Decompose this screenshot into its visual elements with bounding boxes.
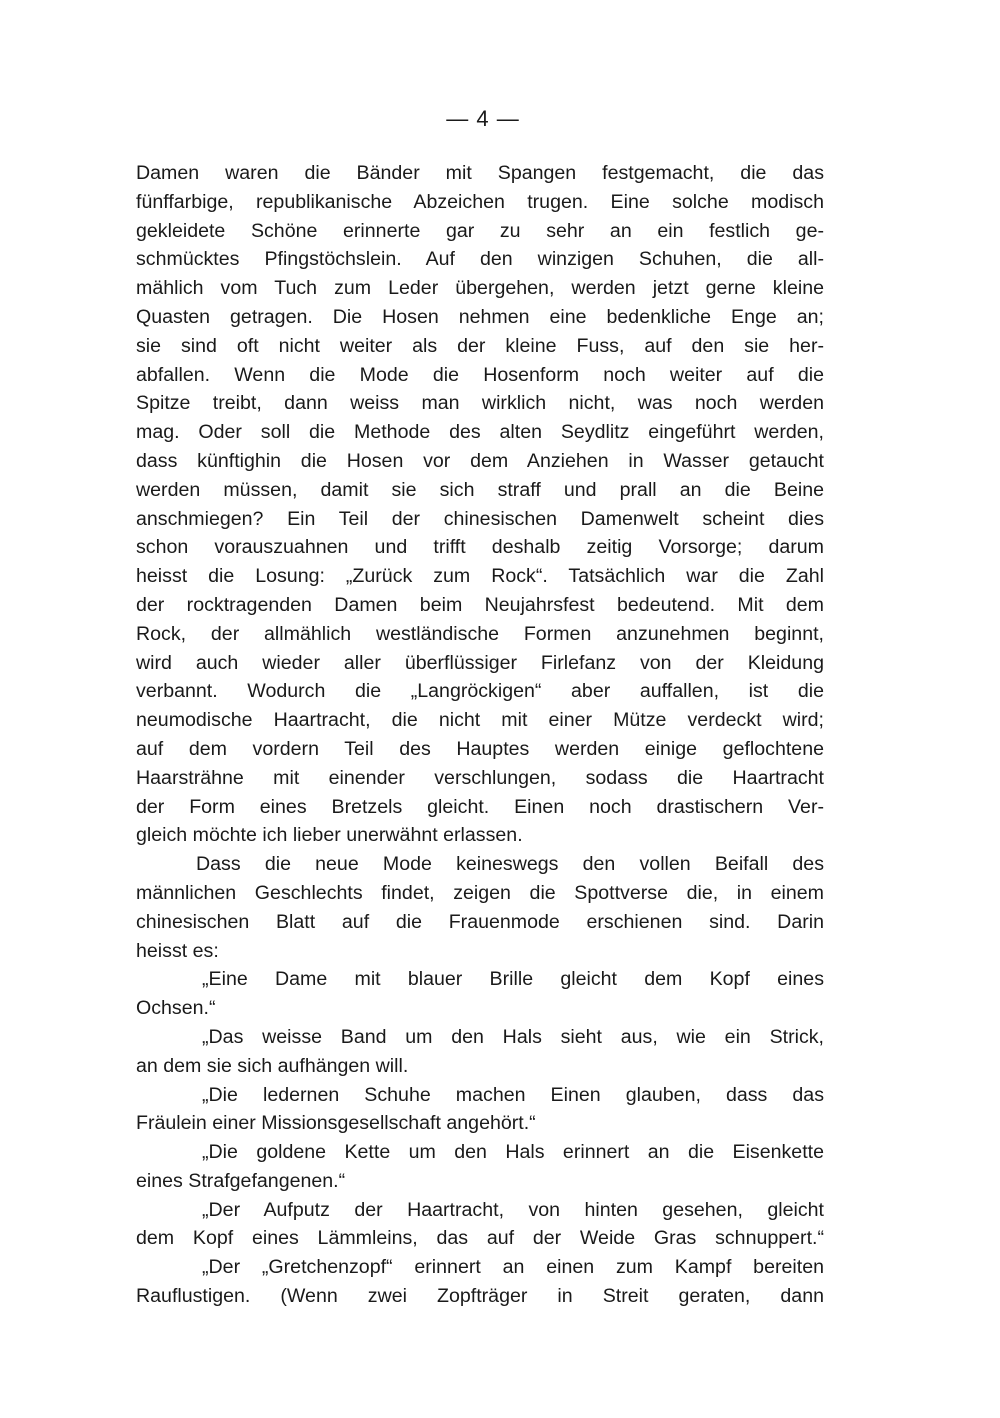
text-line: wird auch wieder aller überflüssiger Firlefanz von der Kleidung — [136, 651, 824, 674]
text-line: Fräulein einer Missionsgesellschaft angehört.“ — [136, 1112, 536, 1135]
text-line: gekleidete Schöne erinnerte gar zu sehr an ein festlich ge- — [136, 219, 824, 242]
text-line: sie sind oft nicht weiter als der kleine Fuss, auf den sie her- — [136, 334, 824, 357]
text-line: gleich möchte ich lieber unerwähnt erlassen. — [136, 824, 523, 847]
page-number: — 4 — — [446, 106, 520, 131]
text-line: „Die goldene Kette um den Hals erinnert an die Eisenkette — [202, 1141, 824, 1164]
text-line: Dass die neue Mode keineswegs den vollen Beifall des — [196, 853, 824, 876]
text-line: werden müssen, damit sie sich straff und prall an die Beine — [136, 478, 824, 501]
text-line: „Der „Gretchenzopf“ erinnert an einen zum Kampf bereiten — [202, 1256, 824, 1279]
text-line: dem Kopf eines Lämmleins, das auf der Weide Gras schnuppert.“ — [136, 1227, 824, 1250]
text-line: „Die ledernen Schuhe machen Einen glauben, dass das — [202, 1083, 824, 1106]
text-line: Spitze treibt, dann weiss man wirklich nicht, was noch werden — [136, 392, 824, 415]
text-line: männlichen Geschlechts findet, zeigen die Spottverse die, in einem — [136, 881, 824, 904]
text-line: Damen waren die Bänder mit Spangen festgemacht, die das — [136, 162, 824, 184]
text-line: verbannt. Wodurch die „Langröckigen“ aber auffallen, ist die — [136, 680, 824, 703]
text-line: mählich vom Tuch zum Leder übergehen, werden jetzt gerne kleine — [136, 277, 824, 300]
text-line: „Der Aufputz der Haartracht, von hinten gesehen, gleicht — [202, 1198, 824, 1221]
text-line: abfallen. Wenn die Mode die Hosenform noch weiter auf die — [136, 363, 824, 386]
body-text — [136, 159, 824, 1311]
text-line: dass künftighin die Hosen vor dem Anziehen in Wasser getaucht — [136, 449, 824, 472]
text-line: „Das weisse Band um den Hals sieht aus, wie ein Strick, — [202, 1025, 824, 1048]
text-line: neumodische Haartracht, die nicht mit einer Mütze verdeckt wird; — [136, 709, 824, 732]
text-line: Rock, der allmählich westländische Formen anzunehmen beginnt, — [136, 622, 824, 645]
text-line: auf dem vordern Teil des Hauptes werden einige geflochtene — [136, 737, 824, 760]
text-line: mag. Oder soll die Methode des alten Seydlitz eingeführt werden, — [136, 421, 824, 444]
text-line: „Eine Dame mit blauer Brille gleicht dem Kopf eines — [202, 968, 824, 991]
text-line: an dem sie sich aufhängen will. — [136, 1054, 409, 1077]
text-line: der rocktragenden Damen beim Neujahrsfest bedeutend. Mit dem — [136, 593, 824, 616]
text-line: chinesischen Blatt auf die Frauenmode erschienen sind. Darin — [136, 910, 824, 933]
text-line: heisst die Losung: „Zurück zum Rock“. Tatsächlich war die Zahl — [136, 565, 824, 588]
text-line: Rauflustigen. (Wenn zwei Zopfträger in Streit geraten, dann — [136, 1285, 824, 1308]
text-line: Quasten getragen. Die Hosen nehmen eine bedenkliche Enge an; — [136, 305, 824, 328]
text-line: Ochsen.“ — [136, 997, 216, 1020]
text-line: heisst es: — [136, 939, 219, 962]
text-line: anschmiegen? Ein Teil der chinesischen Damenwelt scheint dies — [136, 507, 824, 530]
text-line: Haarsträhne mit einender verschlungen, sodass die Haartracht — [136, 766, 824, 789]
text-line: der Form eines Bretzels gleicht. Einen noch drastischern Ver- — [136, 795, 824, 818]
text-line: schmücktes Pfingstöchslein. Auf den winzigen Schuhen, die all- — [136, 248, 824, 271]
text-line: schon vorauszuahnen und trifft deshalb zeitig Vorsorge; darum — [136, 536, 824, 559]
text-line: eines Strafgefangenen.“ — [136, 1169, 346, 1192]
text-line: fünffarbige, republikanische Abzeichen trugen. Eine solche modisch — [136, 190, 824, 213]
